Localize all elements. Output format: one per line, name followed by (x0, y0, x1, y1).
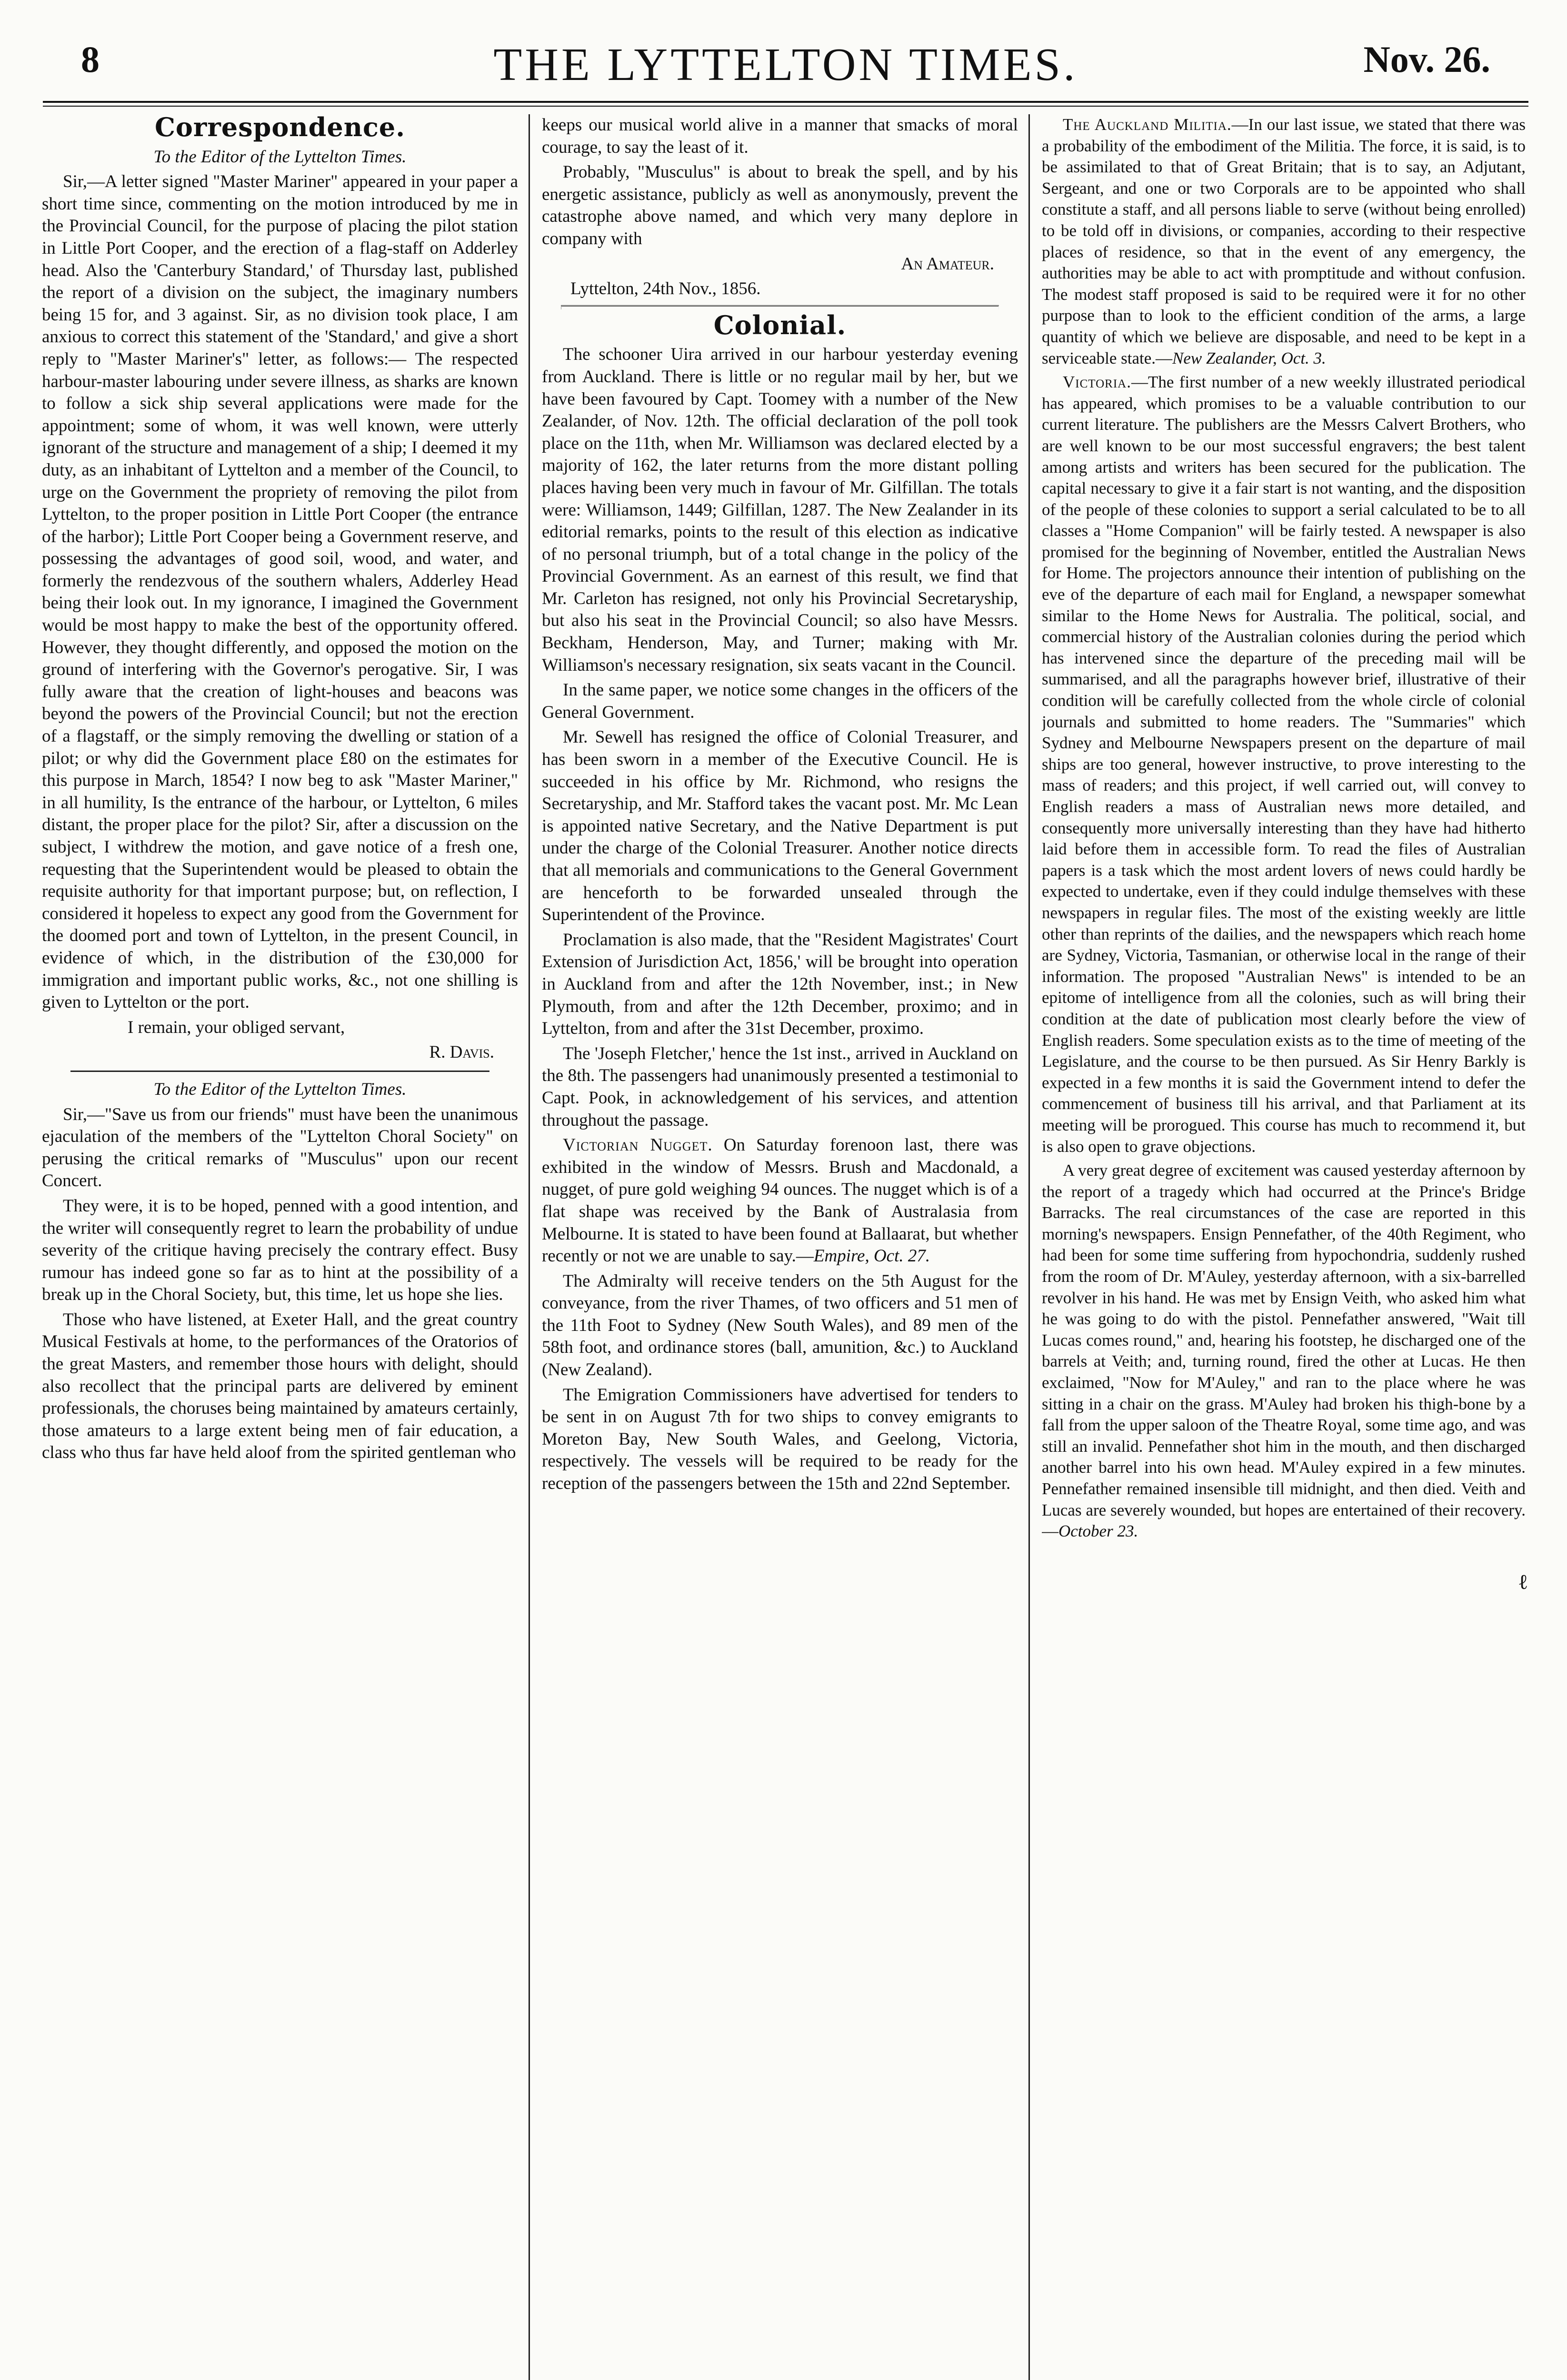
article-source: Empire, Oct. 27. (813, 1246, 930, 1266)
article-lead: Victoria. (1063, 373, 1131, 392)
article-militia (1042, 114, 1526, 369)
article-nugget (542, 1134, 1018, 1268)
section-heading-correspondence: Correspondence. (154, 114, 406, 142)
letter-body: Probably, "Musculus" is about to break the spell, and by his energetic assistance, publicly as well as anonymously, prevent the catastrophe above named, and which very many deplore in company with (542, 162, 1018, 248)
margin-pen-mark: ℓ (1518, 1570, 1528, 1594)
column-divider-1 (529, 114, 530, 2380)
column-3 (1042, 114, 1526, 2380)
article-paragraph: The Emigration Commissioners have advertised for tenders to be sent in on August 7th for two ships to convey emigrants to Moreton Bay, New South Wales, and Geelong, Victoria, respectively. The vessels will be required to be ready for the reception of the passengers between the 15th and 22nd September. (542, 1385, 1018, 1494)
column-divider-2 (1028, 114, 1030, 2380)
article-lead: Victorian Nugget. (563, 1135, 713, 1155)
article-text: —In our last issue, we stated that there was a probability of the embodiment of the Militia. The force, it is said, is to be assimilated to that of Great Britain; that is to say, an Adjutant, Sergeant, and one or two Corporals are to be appointed who shall constitute a staff, and all persons liable to serve (without being enrolled) to be told off in divisions, or companies, according to their respective places of residence, so that in the event of any emergency, the authorities may be able to act with promptitude and without confusion. The modest staff proposed is said to be required were it for no other purpose than to look to the efficient condition of the arms, a large quantity of which we believe are disposable, and need to be kept in a serviceable state.— (1042, 115, 1526, 367)
article-text: A very great degree of excitement was caused yesterday afternoon by the report of a tragedy which had occurred at the Prince's Bridge Barracks. The real circumstances of the case are reported in this morning's newspapers. Ensign Pennefather, of the 40th Regiment, who had been for some time suffering from hypochondria, suddenly rushed from the room of Dr. M'Auley, yesterday afternoon, with a six-barrelled revolver in his hand. He was met by Ensign Veith, who asked him what he was going to do with the pistol. Pennefather answered, "Wait till Lucas comes round," and, hearing his footstep, he discharged one of the barrels at Veith; and, turning round, fired the other at Lucas. He then exclaimed, "Now for M'Auley," and ran to the place where he was sitting in a chair on the grass. M'Auley had broken his thigh-bone by a fall from the upper saloon of the Theatre Royal, some time ago, and was still an invalid. Pennefather shot him in the mouth, and then discharged another barrel into his own head. M'Auley expired in a few minutes. Pennefather remained insensible till midnight, and then died. Veith and Lucas are severely wounded, but hopes are entertained of their recovery.— (1042, 1161, 1526, 1541)
article-lead: The Auckland Militia. (1063, 115, 1232, 134)
separator (561, 305, 999, 309)
article-victoria (1042, 372, 1526, 1157)
letter-body: Sir,—"Save us from our friends" must have been the unanimous ejaculation of the members of the "Lyttelton Choral Society" on perusing the critical remarks of "Musculus" upon our recent Concert. (42, 1104, 518, 1191)
letter-address: To the Editor of the Lyttelton Times. (153, 1079, 407, 1099)
letter-signature: An Amateur. (901, 254, 994, 274)
column-2 (542, 114, 1018, 2380)
column-1 (42, 114, 518, 2380)
letter-signature: R. Davis. (429, 1042, 494, 1062)
article-source: October 23. (1058, 1522, 1138, 1541)
article-tragedy (1042, 1160, 1526, 1542)
article-paragraph: In the same paper, we notice some changes in the officers of the General Government. (542, 680, 1018, 722)
letter-dateline: Lyttelton, 24th Nov., 1856. (570, 279, 761, 299)
article-paragraph: The 'Joseph Fletcher,' hence the 1st inst., arrived in Auckland on the 8th. The passengers had unanimously presented a testimonial to Capt. Pook, in acknowledgement of his services, and attention throughout the passage. (542, 1043, 1018, 1130)
letter-body: keeps our musical world alive in a manner that smacks of moral courage, to say the least of it. (542, 115, 1018, 157)
letter-address: To the Editor of the Lyttelton Times. (153, 147, 407, 167)
article-paragraph: Proclamation is also made, that the "Resident Magistrates' Court Extension of Jurisdiction Act, 1856,' will be brought into operation in Auckland from and after the 12th November, inst.; in New Plymouth, from and after the 12th December, proximo; and in Lyttelton, from and after the 31st December, proximo. (542, 930, 1018, 1039)
article-paragraph: The schooner Uira arrived in our harbour yesterday evening from Auckland. There is little or no regular mail by her, but we have been favoured by Capt. Toomey with a number of the New Zealander, of Nov. 12th. The official declaration of the poll took place on the 11th, when Mr. Williamson was declared elected by a majority of 162, the later returns from the more distant polling places having been very much in favour of Mr. Gilfillan. The totals were: Williamson, 1449; Gilfillan, 1287. The New Zealander in its editorial remarks, points to the result of this election as indicative of no personal triumph, but of a total change in the policy of the Provincial Government. As an earnest of this result, we find that Mr. Carleton has resigned, not only his Provincial Secretaryship, but also his seat in the Provincial Council; so also have Messrs. Beckham, Henderson, May, and Turner; making with Mr. Williamson's necessary resignation, six seats vacant in the Council. (542, 345, 1018, 675)
masthead-rule-thin (43, 106, 1528, 107)
article-paragraph: Mr. Sewell has resigned the office of Colonial Treasurer, and has been sworn in a member of the Executive Council. He is succeeded in his office by Mr. Richmond, who resigns the Secretaryship, and Mr. Stafford takes the vacant post. Mr. Mc Lean is appointed native Secretary, and the Native Department is put under the charge of the Colonial Treasurer. Another notice directs that all memorials and communications to the General Government are henceforth to be forwarded unsealed through the Superintendent of the Province. (542, 727, 1018, 925)
newspaper-title: THE LYTTELTON TIMES. (493, 39, 1078, 90)
article-text: —The first number of a new weekly illustrated periodical has appeared, which promises to be a valuable contribution to our current literature. The publishers are the Messrs Calvert Brothers, who are well known to be our most successful engravers; the best talent among artists and writers has been secured for the publication. The capital necessary to give it a fair start is not wanting, and the disposition of the people of these colonies to support a serial calculated to be to all classes a "Home Companion" will be fairly tested. A newspaper is also promised for the beginning of November, entitled the Australian News for Home. The projectors announce their intention of publishing on the eve of the departure of each mail for England, a newspaper somewhat similar to the Home News for Australia. The political, social, and commercial history of the Australian colonies during the period which has intervened since the departure of the preceding mail will be summarised, and all the paragraphs however brief, illustrative of their condition will be carefully collected from the whole circle of colonial journals and submitted to home readers. The "Summaries" which Sydney and Melbourne Newspapers present on the departure of mail ships are too general, however instructive, to prove interesting to the mass of readers; and this project, if well carried out, will convey to English readers a mass of Australian news more detailed, and consequently more universally interesting than they have had hitherto laid before them in accessible form. To read the files of Australian papers is a task which the most ardent lovers of news could hardly be expected to undertake, even if they could indulge themselves with these newspapers in regular files. The most of the existing weekly are little other than reprints of the dailies, and the newspapers which reach home are Sydney, Victoria, Tasmanian, or otherwise local in the range of their information. The proposed "Australian News" is intended to be an epitome of intelligence from all the colonies, such as will bring their condition at the date of publication most clearly before the view of English readers. Some speculation exists as to the time of meeting of the Legislature, and the course to be then pursued. As Sir Henry Barkly is expected in a few months it is said the Government intend to defer the commencement of business till his arrival, and that Parliament at its meeting will be prorogued. This course has much to recommend it, but is also open to grave objections. (1042, 373, 1526, 1156)
article-text: On Saturday forenoon last, there was exhibited in the window of Messrs. Brush and Macdonald, a nugget, of pure gold weighing 94 ounces. The nugget which is of a flat shape was received by the Bank of Australasia from Melbourne. It is stated to have been found at Ballaarat, but whether recently or not we are unable to say.— (542, 1135, 1018, 1266)
letter-body: They were, it is to be hoped, penned with a good intention, and the writer will consequently regret to learn the probability of undue severity of the critique having precisely the contrary effect. Busy rumour has indeed gone so far as to hint at the possibility of a break up in the Choral Society, but, this time, let us hope she lies. (42, 1196, 518, 1305)
masthead (43, 38, 1528, 100)
article-source: New Zealander, Oct. 3. (1172, 348, 1326, 367)
letter-body: Those who have listened, at Exeter Hall, and the great country Musical Festivals at home, to the performances of the Oratorios of the great Masters, and remember those hours with delight, should also recollect that the principal parts are delivered by eminent professionals, the choruses being maintained by amateurs certainly, those amateurs to a large extent being men of fair education, a class who thus far have held aloof from the spirited gentleman who (42, 1309, 518, 1463)
issue-date: Nov. 26. (1363, 39, 1490, 80)
section-heading-colonial: Colonial. (713, 309, 847, 340)
letter-body: Sir,—A letter signed "Master Mariner" appeared in your paper a short time since, commenting on the motion introduced by me in the Provincial Council, for the purpose of placing the pilot station in Little Port Cooper, and the erection of a flag-staff on Adderley head. Also the 'Canterbury Standard,' of Thursday last, published the report of a division on the subject, the imaginary numbers being 15 for, and 3 against. Sir, as no division took place, I am anxious to correct this statement of the 'Standard,' and give a short reply to "Master Mariner's" letter, as follows:— The respected harbour-master labouring under severe illness, as sharks are known to follow a sick ship several applications were made for the appointment; some of whom, it was well known, were utterly ignorant of the structure and management of a ship; I deemed it my duty, as an inhabitant of Lyttelton and a member of the Council, to urge on the Government the propriety of removing the pilot from Lyttelton, to the proper position in Little Port Cooper (the entrance of the harbor); Little Port Cooper being a Government reserve, and possessing the advantages of good soil, wood, and water, and formerly the rendezvous of the southern whalers, Adderley Head being their look out. In my ignorance, I imagined the Government would be most happy to make the best of the opportunity offered. However, they thought differently, and opposed the motion on the ground of interfering with the Governor's perogative. Sir, I was fully aware that the creation of light-houses and beacons was beyond the powers of the Provincial Council; but not the erection of a flagstaff, or the simply removing the dwelling or station of a pilot; or why did the Government place £80 on the estimates for this purpose in March, 1854? I now beg to ask "Master Mariner," in all humility, Is the entrance of the harbour, or Lyttelton, 6 miles distant, the proper place for the pilot? Sir, after a discussion on the subject, I withdrew the motion, and gave notice of a fresh one, requesting that the Superintendent would be pleased to obtain the requisite authority for that important purpose; but, on reflection, I considered it hopeless to expect any good from the Government for the doomed port and town of Lyttelton, in the present Council, in evidence of which, in the distribution of the £30,000 for immigration and important public works, &c., not one shilling is given to Lyttelton or the port. (42, 172, 518, 1012)
article-paragraph: The Admiralty will receive tenders on the 5th August for the conveyance, from the river Thames, of two officers and 51 men of the 11th Foot to Sydney (New South Wales), and 89 men of the 58th foot, and ordinance stores (ball, amunition, &c.) to Auckland (New Zealand). (542, 1271, 1018, 1380)
letter-closing: I remain, your obliged servant, (128, 1017, 345, 1037)
page-number: 8 (81, 39, 100, 80)
masthead-rule (43, 101, 1528, 103)
separator (70, 1071, 489, 1072)
